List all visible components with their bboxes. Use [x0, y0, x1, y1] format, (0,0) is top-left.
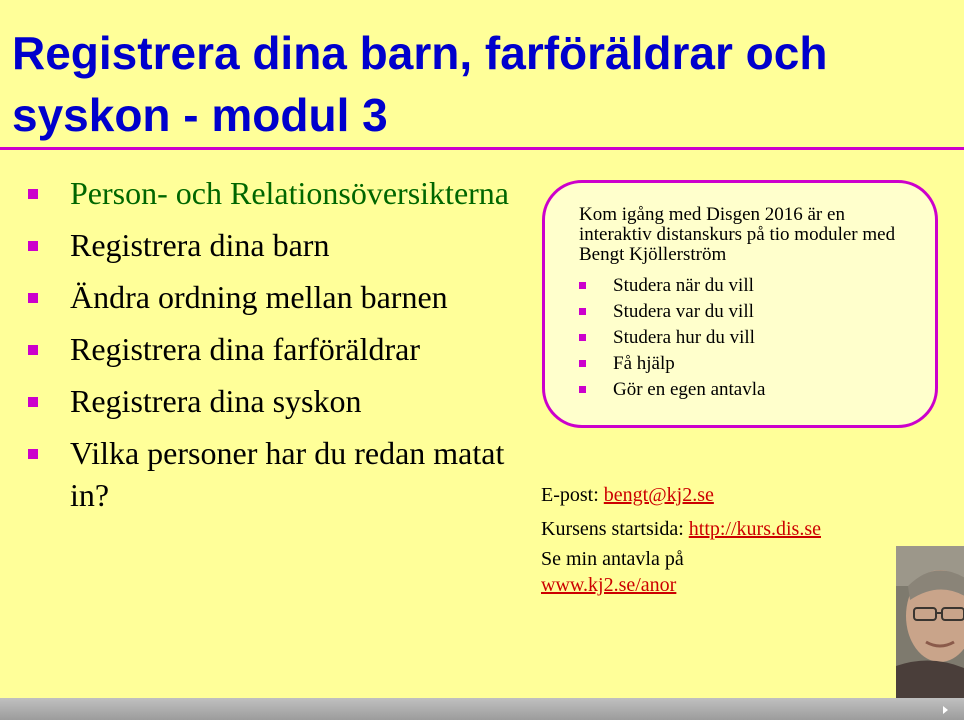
family-tree-label: Se min antavla på [541, 548, 684, 570]
feature-item [579, 273, 913, 299]
feature-item-text: Få hjälp [613, 353, 675, 374]
feature-item [579, 299, 913, 325]
list-item-text: Registrera dina barn [70, 227, 330, 263]
chevron-right-icon[interactable] [943, 706, 948, 714]
feature-item [579, 351, 913, 377]
start-page-row [541, 512, 961, 546]
feature-item-text: Studera hur du vill [613, 327, 755, 348]
list-item-text: Vilka personer har du redan matat in? [70, 435, 505, 513]
portrait-image [896, 546, 964, 698]
list-item-text: Person- och Relationsöversikterna [70, 175, 509, 211]
square-bullet-icon [579, 308, 586, 315]
square-bullet-icon [579, 360, 586, 367]
list-item [22, 432, 542, 516]
feature-item-text: Studera var du vill [613, 301, 754, 322]
email-link[interactable]: bengt@kj2.se [603, 484, 714, 506]
list-item-text: Registrera dina farföräldrar [70, 331, 421, 367]
family-tree-link[interactable]: www.kj2.se/anor [541, 574, 677, 596]
main-bullet-list [22, 172, 542, 526]
start-page-link[interactable]: http://kurs.dis.se [688, 518, 821, 540]
list-item [22, 276, 542, 318]
slide-navigation-bar [0, 698, 964, 720]
square-bullet-icon [28, 449, 38, 459]
list-item [22, 328, 542, 370]
square-bullet-icon [579, 282, 586, 289]
email-label: E-post: [541, 484, 599, 506]
list-item-text: Registrera dina syskon [70, 383, 362, 419]
square-bullet-icon [28, 189, 38, 199]
course-feature-list [579, 273, 913, 403]
title-divider [0, 147, 964, 150]
square-bullet-icon [28, 241, 38, 251]
square-bullet-icon [28, 293, 38, 303]
square-bullet-icon [579, 334, 586, 341]
feature-item [579, 377, 913, 403]
feature-item [579, 325, 913, 351]
square-bullet-icon [28, 397, 38, 407]
square-bullet-icon [579, 386, 586, 393]
start-page-label: Kursens startsida: [541, 518, 684, 540]
presenter-photo [896, 546, 964, 698]
list-item [22, 380, 542, 422]
course-info-box [542, 180, 938, 428]
square-bullet-icon [28, 345, 38, 355]
list-item-text: Ändra ordning mellan barnen [70, 279, 448, 315]
feature-item-text: Studera när du vill [613, 275, 754, 296]
feature-item-text: Gör en egen antavla [613, 379, 766, 400]
list-item [22, 224, 542, 266]
slide-title: Registrera dina barn, farföräldrar och syskon - modul 3 [12, 27, 828, 141]
course-info-text: Kom igång med Disgen 2016 är en interaktiv distanskurs på tio moduler med Bengt Kjöllerström [579, 204, 896, 265]
list-item [22, 172, 542, 214]
email-row [541, 478, 961, 512]
